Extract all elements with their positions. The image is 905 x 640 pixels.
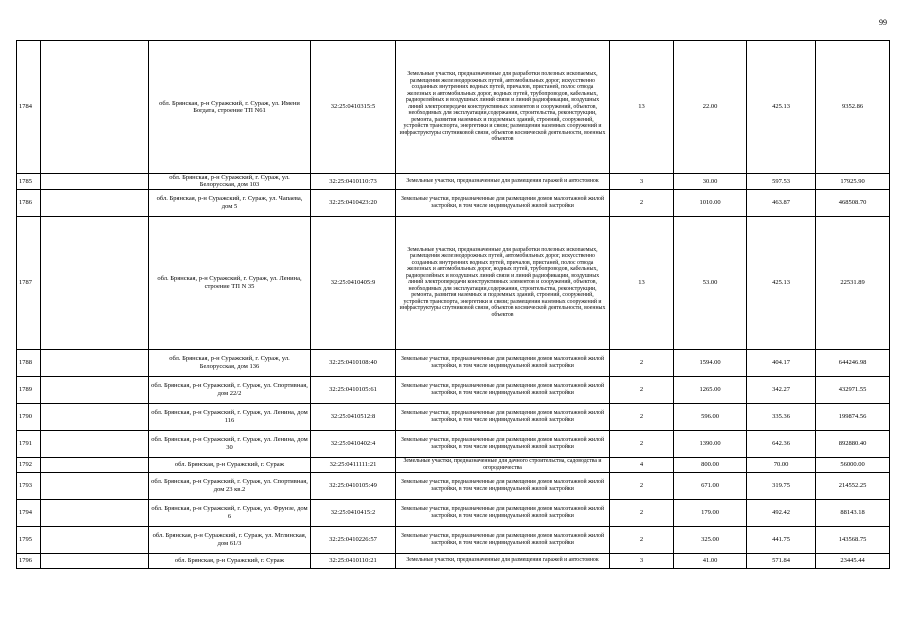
land-use-cell: Земельные участки, предназначенные для размещения гаражей и автостоянок [396,174,610,190]
table-row [17,349,890,376]
row-number-cell: 1790 [17,403,41,430]
page-number: 99 [879,18,887,27]
cadastral-number-cell: 32:25:0410512:8 [311,403,396,430]
table-row [17,430,890,457]
area-cell: 1594.00 [674,349,747,376]
unit-value-cell: 425.13 [747,41,816,174]
row-number-cell: 1788 [17,349,41,376]
use-group-cell: 2 [610,499,674,526]
address-cell: обл. Брянская, р-н Суражский, г. Сураж, ул. Имени Богдата, строение ТП N61 [149,41,311,174]
cadastral-value-cell: 23445.44 [816,553,890,568]
cadastral-number-cell: 32:25:0410226:57 [311,526,396,553]
unit-value-cell: 492.42 [747,499,816,526]
cadastral-value-cell: 143568.75 [816,526,890,553]
table-row [17,499,890,526]
area-cell: 671.00 [674,472,747,499]
area-cell: 1010.00 [674,189,747,216]
land-use-cell: Земельные участки, предназначенные для размещения домов малоэтажной жилой застройки, в том числе индивидуальной жилой застройки [396,430,610,457]
area-cell: 179.00 [674,499,747,526]
use-group-cell: 2 [610,189,674,216]
cadastral-value-cell: 17925.90 [816,174,890,190]
cadastral-number-cell: 32:25:0410405:9 [311,216,396,349]
empty-cell [41,499,149,526]
unit-value-cell: 335.36 [747,403,816,430]
empty-cell [41,553,149,568]
use-group-cell: 3 [610,174,674,190]
table-row [17,189,890,216]
cadastral-number-cell: 32:25:0411111:21 [311,457,396,472]
table-row [17,457,890,472]
land-use-cell: Земельные участки, предназначенные для размещения домов малоэтажной жилой застройки, в том числе индивидуальной жилой застройки [396,526,610,553]
cadastral-number-cell: 32:25:0410315:5 [311,41,396,174]
empty-cell [41,403,149,430]
row-number-cell: 1789 [17,376,41,403]
unit-value-cell: 571.84 [747,553,816,568]
area-cell: 1390.00 [674,430,747,457]
use-group-cell: 13 [610,41,674,174]
unit-value-cell: 597.53 [747,174,816,190]
land-use-cell: Земельные участки, предназначенные для размещения домов малоэтажной жилой застройки, в том числе индивидуальной жилой застройки [396,472,610,499]
address-cell: обл. Брянская, р-н Суражский, г. Сураж, ул. Ленина, строение ТП N 35 [149,216,311,349]
cadastral-value-cell: 22531.89 [816,216,890,349]
address-cell: обл. Брянская, р-н Суражский, г. Сураж, ул. Ленина, дом 30 [149,430,311,457]
area-cell: 41.00 [674,553,747,568]
cadastral-number-cell: 32:25:0410108:40 [311,349,396,376]
use-group-cell: 2 [610,349,674,376]
empty-cell [41,457,149,472]
cadastral-number-cell: 32:25:0410105:61 [311,376,396,403]
row-number-cell: 1787 [17,216,41,349]
address-cell: обл. Брянская, р-н Суражский, г. Сураж, ул. Спортивная, дом 22/2 [149,376,311,403]
area-cell: 1265.00 [674,376,747,403]
empty-cell [41,174,149,190]
land-use-cell: Земельные участки, предназначенные для размещения домов малоэтажной жилой застройки, в том числе индивидуальной жилой застройки [396,376,610,403]
table-row [17,403,890,430]
cadastral-value-cell: 199874.56 [816,403,890,430]
cadastral-number-cell: 32:25:0410110:21 [311,553,396,568]
address-cell: обл. Брянская, р-н Суражский, г. Сураж, ул. Ленина, дом 116 [149,403,311,430]
cadastral-number-cell: 32:25:0410402:4 [311,430,396,457]
table-row [17,174,890,190]
land-use-cell: Земельные участки, предназначенные для разработки полезных ископаемых, размещения железнодорожных путей, автомобильных дорог, искусственно созданных внутренних водных путей, причалов, пристаней, полос отвода железных и автомобильных дорог, водных путей, трубопроводов, кабельных, радиорелейных и воздушных линий связи и линий радиофикации, воздушных линий электропередачи конструктивных элементов и сооружений, объектов, необходимых для эксплуатации,содержания, строительства, реконструкции, ремонта, развития наземных и подземных зданий, строений, сооружений, устройств транспорта, энергетики и связи; размещения наземных сооружений и инфраструктуры спутниковой связи, объектов космической деятельности, военных объектов [396,216,610,349]
cadastral-value-cell: 892880.40 [816,430,890,457]
address-cell: обл. Брянская, р-н Суражский, г. Сураж [149,553,311,568]
cadastral-value-cell: 432971.55 [816,376,890,403]
address-cell: обл. Брянская, р-н Суражский, г. Сураж, ул. Фрунзе, дом 6 [149,499,311,526]
address-cell: обл. Брянская, р-н Суражский, г. Сураж [149,457,311,472]
empty-cell [41,472,149,499]
use-group-cell: 2 [610,403,674,430]
row-number-cell: 1793 [17,472,41,499]
cadastral-value-cell: 56000.00 [816,457,890,472]
area-cell: 30.00 [674,174,747,190]
unit-value-cell: 70.00 [747,457,816,472]
unit-value-cell: 319.75 [747,472,816,499]
unit-value-cell: 463.87 [747,189,816,216]
use-group-cell: 2 [610,376,674,403]
row-number-cell: 1786 [17,189,41,216]
cadastral-number-cell: 32:25:0410105:49 [311,472,396,499]
unit-value-cell: 342.27 [747,376,816,403]
use-group-cell: 13 [610,216,674,349]
address-cell: обл. Брянская, р-н Суражский, г. Сураж, ул. Спортивная, дом 23 кв.2 [149,472,311,499]
use-group-cell: 2 [610,472,674,499]
table-row [17,472,890,499]
land-use-cell: Земельные участки, предназначенные для размещения домов малоэтажной жилой застройки, в том числе индивидуальной жилой застройки [396,189,610,216]
row-number-cell: 1796 [17,553,41,568]
unit-value-cell: 642.36 [747,430,816,457]
row-number-cell: 1784 [17,41,41,174]
land-use-cell: Земельные участки, предназначенные для размещения домов малоэтажной жилой застройки, в том числе индивидуальной жилой застройки [396,499,610,526]
empty-cell [41,189,149,216]
cadastral-value-cell: 9352.86 [816,41,890,174]
area-cell: 53.00 [674,216,747,349]
cadastral-value-cell: 468508.70 [816,189,890,216]
land-use-cell: Земельные участки, предназначенные для разработки полезных ископаемых, размещения железнодорожных путей, автомобильных дорог, искусственно созданных внутренних водных путей, причалов, пристаней, полос отвода железных и автомобильных дорог, водных путей, трубопроводов, кабельных, радиорелейных и воздушных линий связи и линий радиофикации, воздушных линий электропередачи конструктивных элементов и сооружений, объектов, необходимых для эксплуатации,содержания, строительства, реконструкции, ремонта, развития наземных и подземных зданий, строений, сооружений, устройств транспорта, энергетики и связи; размещения наземных сооружений и инфраструктуры спутниковой связи, объектов космической деятельности, военных объектов [396,41,610,174]
empty-cell [41,430,149,457]
unit-value-cell: 404.17 [747,349,816,376]
table-row [17,216,890,349]
empty-cell [41,526,149,553]
address-cell: обл. Брянская, р-н Суражский, г. Сураж, ул. Белорусская, дом 103 [149,174,311,190]
empty-cell [41,376,149,403]
land-use-cell: Земельные участки, предназначенные для размещения домов малоэтажной жилой застройки, в том числе индивидуальной жилой застройки [396,349,610,376]
unit-value-cell: 425.13 [747,216,816,349]
row-number-cell: 1792 [17,457,41,472]
empty-cell [41,349,149,376]
table-row [17,553,890,568]
cadastral-value-table [16,40,890,569]
cadastral-number-cell: 32:25:0410110:73 [311,174,396,190]
land-use-cell: Земельные участки, предназначенные для размещения домов малоэтажной жилой застройки, в том числе индивидуальной жилой застройки [396,403,610,430]
address-cell: обл. Брянская, р-н Суражский, г. Сураж, ул. Чапаева, дом 5 [149,189,311,216]
cadastral-number-cell: 32:25:0410415:2 [311,499,396,526]
use-group-cell: 2 [610,430,674,457]
land-use-cell: Земельные участки, предназначенные для дачного строительства, садоводства и огородничества [396,457,610,472]
unit-value-cell: 441.75 [747,526,816,553]
row-number-cell: 1795 [17,526,41,553]
table-row [17,376,890,403]
row-number-cell: 1794 [17,499,41,526]
area-cell: 596.00 [674,403,747,430]
area-cell: 325.00 [674,526,747,553]
empty-cell [41,216,149,349]
row-number-cell: 1791 [17,430,41,457]
empty-cell [41,41,149,174]
use-group-cell: 2 [610,526,674,553]
use-group-cell: 3 [610,553,674,568]
area-cell: 22.00 [674,41,747,174]
use-group-cell: 4 [610,457,674,472]
address-cell: обл. Брянская, р-н Суражский, г. Сураж, ул. Мглинская, дом 61/3 [149,526,311,553]
table-row [17,526,890,553]
cadastral-value-cell: 214552.25 [816,472,890,499]
table-row [17,41,890,174]
address-cell: обл. Брянская, р-н Суражский, г. Сураж, ул. Белорусская, дом 136 [149,349,311,376]
area-cell: 800.00 [674,457,747,472]
cadastral-number-cell: 32:25:0410423:20 [311,189,396,216]
land-use-cell: Земельные участки, предназначенные для размещения гаражей и автостоянок [396,553,610,568]
cadastral-value-cell: 644246.98 [816,349,890,376]
row-number-cell: 1785 [17,174,41,190]
cadastral-value-cell: 88143.18 [816,499,890,526]
